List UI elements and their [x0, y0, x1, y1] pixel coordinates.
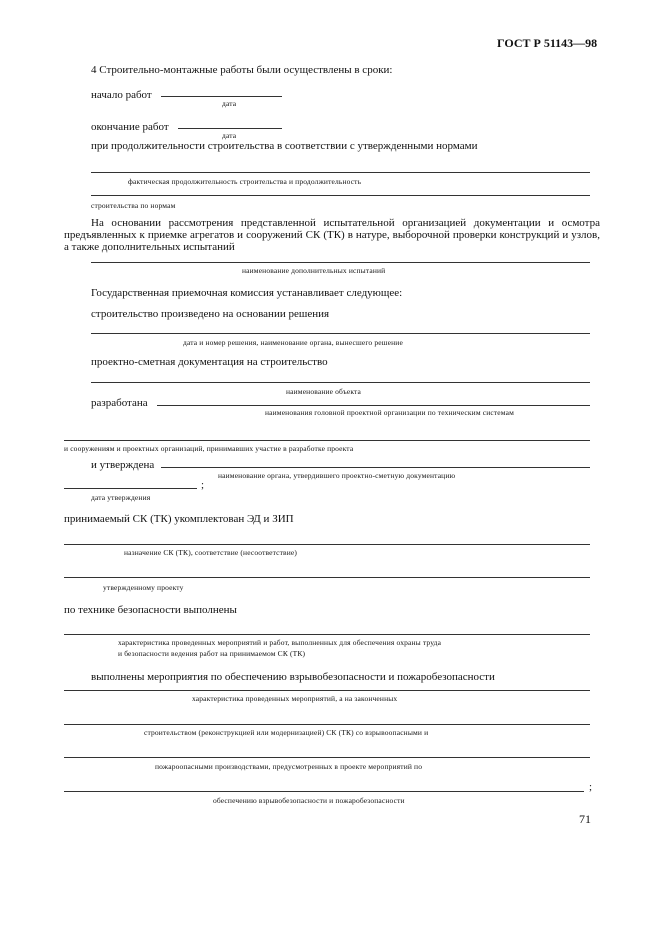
- approval-date-line: [64, 488, 197, 489]
- page-number: 71: [579, 812, 591, 826]
- developed-caption-1: наименования головной проектной организации по техническим системам: [265, 408, 515, 417]
- safety-text: по технике безопасности выполнены: [64, 604, 237, 616]
- approval-semicolon: ;: [201, 479, 205, 491]
- decision-caption: дата и номер решения, наименование органа, вынесшего решение: [183, 338, 403, 347]
- tests-caption: наименование дополнительных испытаний: [242, 266, 386, 275]
- document-header: ГОСТ Р 51143—98: [497, 36, 598, 50]
- tests-line: [91, 262, 590, 263]
- duration-caption-2: строительства по нормам: [91, 201, 176, 210]
- fire-line-4: [64, 791, 584, 792]
- duration-line-2: [91, 195, 590, 196]
- fire-caption-3: пожароопасными производствами, предусмотренных в проекте мероприятий по: [155, 762, 423, 771]
- fire-caption-1: характеристика проведенных мероприятий, а на законченных: [192, 694, 398, 703]
- safety-caption-2: и безопасности ведения работ на принимаемом СК (ТК): [118, 649, 306, 658]
- end-label: окончание работ: [91, 121, 169, 133]
- developed-line-2: [64, 440, 590, 441]
- start-date-line: [161, 96, 282, 97]
- start-date-caption: дата: [222, 99, 237, 108]
- commission-text: Государственная приемочная комиссия устанавливает следующее:: [91, 287, 403, 299]
- duration-text: при продолжительности строительства в соответствии с утвержденными нормами: [91, 140, 478, 152]
- approval-date-caption: дата утверждения: [91, 493, 151, 502]
- approved-line: [161, 467, 590, 468]
- start-label: начало работ: [91, 89, 152, 101]
- object-line: [91, 382, 590, 383]
- fire-line-3: [64, 757, 590, 758]
- basis-paragraph: На основании рассмотрения представленной испытательной организацией документации и осмотра предъявленных к приемке агрегатов и сооружений СК (ТК) в натуре, выборочной проверки конструкций и узлов, а также дополнительных испытаний: [64, 217, 600, 253]
- developed-label: разработана: [91, 397, 148, 409]
- project-line: [64, 577, 590, 578]
- object-caption: наименование объекта: [286, 387, 362, 396]
- decision-line: [91, 333, 590, 334]
- fire-text: выполнены мероприятия по обеспечению взрывобезопасности и пожаробезопасности: [91, 671, 495, 683]
- fire-caption-2: строительством (реконструкцией или модернизацией) СК (ТК) со взрывоопасными и: [144, 728, 429, 737]
- project-caption: утвержденному проекту: [103, 583, 184, 592]
- fire-line-1: [64, 690, 590, 691]
- fire-semicolon: ;: [589, 781, 593, 793]
- fire-caption-4: обеспечению взрывобезопасности и пожаробезопасности: [213, 796, 405, 805]
- purpose-caption: назначение СК (ТК), соответствие (несоответствие): [124, 548, 298, 557]
- approved-caption: наименование органа, утвердившего проектно-сметную документацию: [218, 471, 456, 480]
- duration-caption-1: фактическая продолжительность строительства и продолжительность: [128, 177, 362, 186]
- developed-caption-2: и сооружениям и проектных организаций, принимавших участие в разработке проекта: [64, 444, 354, 453]
- end-date-caption: дата: [222, 131, 237, 140]
- approved-label: и утверждена: [91, 459, 155, 471]
- duration-line-1: [91, 172, 590, 173]
- fire-line-2: [64, 724, 590, 725]
- safety-caption-1: характеристика проведенных мероприятий и работ, выполненных для обеспечения охраны труда: [118, 638, 442, 647]
- developed-line: [157, 405, 590, 406]
- decision-text: строительство произведено на основании решения: [91, 308, 330, 320]
- purpose-line: [64, 544, 590, 545]
- design-text: проектно-сметная документация на строительство: [91, 356, 328, 368]
- safety-line: [64, 634, 590, 635]
- end-date-line: [178, 128, 282, 129]
- item-4-heading: 4 Строительно-монтажные работы были осуществлены в сроки:: [91, 64, 393, 76]
- completeness-text: принимаемый СК (ТК) укомплектован ЭД и ЗИП: [64, 513, 294, 525]
